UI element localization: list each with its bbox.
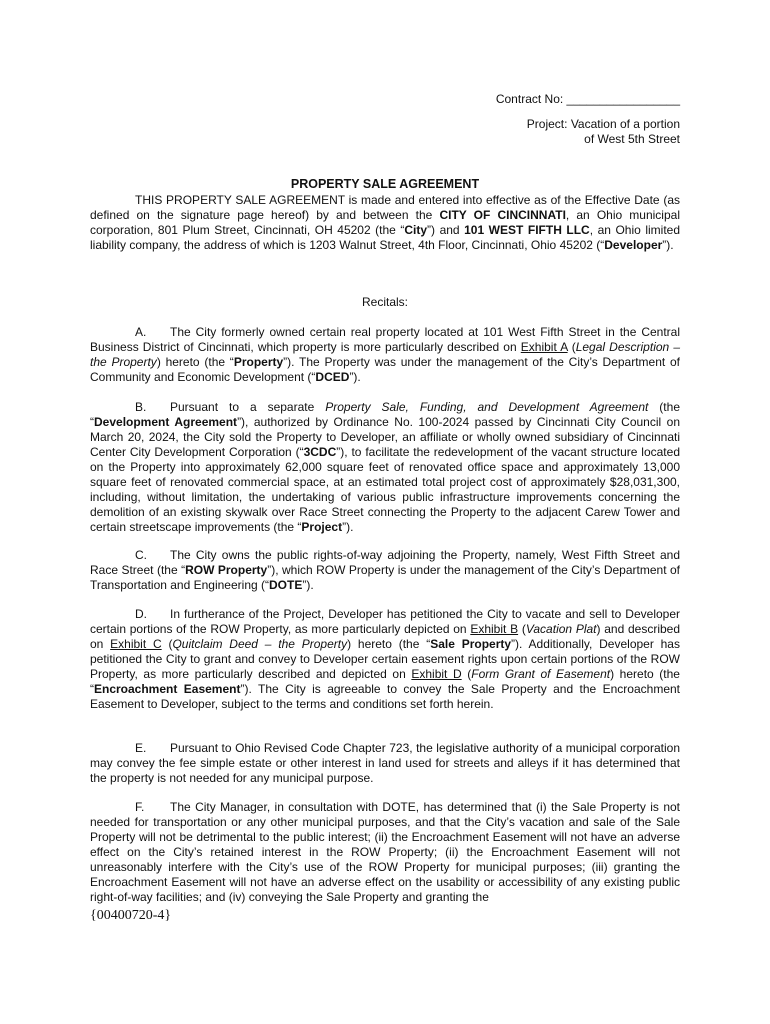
document-title: PROPERTY SALE AGREEMENT [290,177,480,191]
recital-e: E. Pursuant to Ohio Revised Code Chapter 723, the legislative authority of a municipal corporation may convey the fee simple estate or other interest in land used for streets and alleys if it has determined that the property is not needed for any municipal purpose. [90,741,680,785]
recital-b: B. Pursuant to a separate Property Sale, Funding, and Development Agreement (the “Development Agreement”), authorized by Ordinance No. 100-2024 passed by Cincinnati City Council on March 20, 2024, the City sold the Property to Developer, an affiliate or wholly owned subsidiary of Cincinnati Center City Development Corporation (“3CDC”), to facilitate the redevelopment of the vacant structure located on the Property into approximately 62,000 square feet of renovated office space and approximately 13,000 square feet of renovated commercial space, at an estimated total project cost of approximately $28,031,300, including, without limitation, the undertaking of various public infrastructure improvements concerning the demolition of an existing skywalk over Race Street connecting the Property to the adjacent Carew Tower and certain streetscape improvements (the “Project”). [90,400,680,534]
project-description [527,117,680,147]
document-id-footer: {00400720-4} [90,908,172,923]
recital-f: F. The City Manager, in consultation with DOTE, has determined that (i) the Sale Property is not needed for transportation or any other municipal purposes, and that the City’s vacation and sale of the Sale Property will not be detrimental to the public interest; (ii) the Encroachment Easement will not have an adverse effect on the City’s retained interest in the ROW Property; (ii) the Encroachment Easement will not unreasonably interfere with the City’s use of the ROW Property for municipal purposes; (iii) granting the Encroachment Easement will not have an adverse effect on the usability or accessibility of any existing public right-of-way facilities; and (iv) conveying the Sale Property and granting the [90,800,680,904]
recital-a: A. The City formerly owned certain real property located at 101 West Fifth Street in the Central Business District of Cincinnati, which property is more particularly described on Exhibit A (Legal Description – the Property) hereto (the “Property”). The Property was under the management of the City’s Department of Community and Economic Development (“DCED”). [90,325,681,384]
recitals-heading: Recitals: [361,295,408,309]
project-line-2: of West 5th Street [584,132,680,146]
recital-d: D. In furtherance of the Project, Developer has petitioned the City to vacate and sell to Developer certain portions of the ROW Property, as more particularly depicted on Exhibit B (Vacation Plat) and described on Exhibit C (Quitclaim Deed – the Property) hereto (the “Sale Property”). Additionally, Developer has petitioned the City to grant and convey to Developer certain easement rights upon certain portions of the ROW Property, as more particularly described and depicted on Exhibit D (Form Grant of Easement) hereto (the “Encroachment Easement”). The City is agreeable to convey the Sale Property and the Encroachment Easement to Developer, subject to the terms and conditions set forth herein. [90,607,681,711]
intro-paragraph: THIS PROPERTY SALE AGREEMENT is made and entered into effective as of the Effective Date (as defined on the signature page hereof) by and between the CITY OF CINCINNATI, an Ohio municipal corporation, 801 Plum Street, Cincinnati, OH 45202 (the “City”) and 101 WEST FIFTH LLC, an Ohio limited liability company, the address of which is 1203 Walnut Street, 4th Floor, Cincinnati, Ohio 45202 (“Developer”). [90,193,681,252]
recital-c: C. The City owns the public rights-of-way adjoining the Property, namely, West Fifth Street and Race Street (the “ROW Property”), which ROW Property is under the management of the City’s Department of Transportation and Engineering (“DOTE”). [90,548,680,592]
contract-number: Contract No: _________________ [495,92,680,106]
project-line-1: Project: Vacation of a portion [526,117,680,131]
